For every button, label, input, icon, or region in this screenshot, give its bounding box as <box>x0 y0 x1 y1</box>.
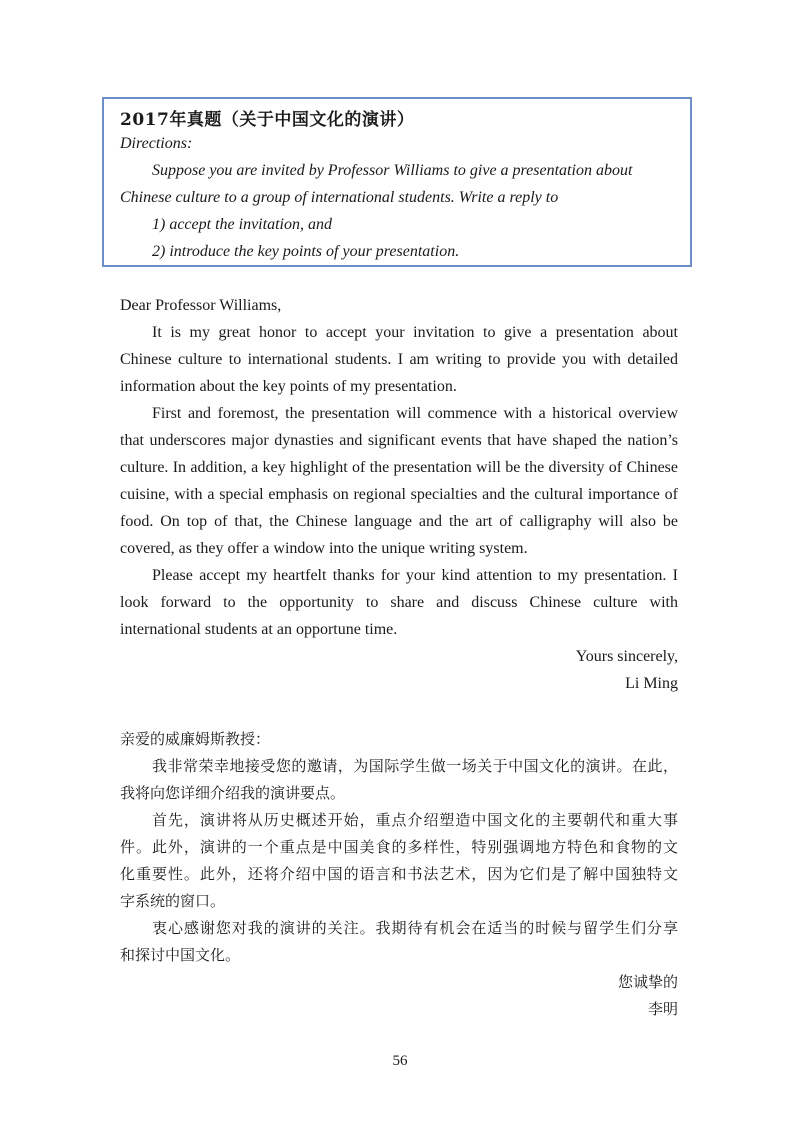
letter-line-1: It is my great honor to accept your invitation to give a presentation about <box>152 324 678 341</box>
translation-line-3: 首先，演讲将从历史概述开始，重点介绍塑造中国文化的主要朝代和重大事 <box>152 811 678 829</box>
task-line-4: 2) introduce the key points of your presentation. <box>152 243 460 260</box>
letter-line-2: Chinese culture to international students. I am writing to provide you with detailed <box>120 351 678 368</box>
translation-salutation: 亲爱的威廉姆斯教授： <box>120 730 271 748</box>
translation-line-7: 衷心感谢您对我的演讲的关注。我期待有机会在适当的时候与留学生们分享 <box>152 919 678 937</box>
letter-line-3: information about the key points of my presentation. <box>120 378 457 395</box>
translation-line-6: 字系统的窗口。 <box>120 892 226 910</box>
task-title: 2017年真题（关于中国文化的演讲） <box>120 110 415 130</box>
letter-salutation: Dear Professor Williams, <box>120 297 282 314</box>
task-line-3: 1) accept the invitation, and <box>152 216 332 233</box>
translation-line-8: 和探讨中国文化。 <box>120 946 241 964</box>
page-number: 56 <box>392 1053 408 1069</box>
letter-line-10: Please accept my heartfelt thanks for your kind attention to my presentation. I <box>152 567 678 584</box>
translation-line-4: 件。此外，演讲的一个重点是中国美食的多样性，特别强调地方特色和食物的文 <box>120 838 678 856</box>
task-line-1: Suppose you are invited by Professor Williams to give a presentation about <box>152 162 633 179</box>
task-line-2: Chinese culture to a group of international students. Write a reply to <box>120 189 559 206</box>
translation-line-5: 化重要性。此外，还将介绍中国的语言和书法艺术，因为它们是了解中国独特文 <box>120 865 678 883</box>
letter-line-5: that underscores major dynasties and significant events that have shaped the nation’s <box>120 432 678 449</box>
letter-line-12: international students at an opportune time. <box>120 621 398 638</box>
letter-line-8: food. On top of that, the Chinese language and the art of calligraphy will also be <box>120 513 678 530</box>
translation-signature: 李明 <box>647 1000 678 1018</box>
letter-line-6: culture. In addition, a key highlight of the presentation will be the diversity of Chinese <box>120 459 678 476</box>
task-box <box>102 97 692 267</box>
letter-closing: Yours sincerely, <box>575 648 678 665</box>
translation-line-2: 我将向您详细介绍我的演讲要点。 <box>120 784 346 802</box>
directions-label: Directions: <box>120 135 193 152</box>
letter-line-4: First and foremost, the presentation will commence with a historical overview <box>152 405 678 422</box>
letter-line-7: cuisine, with a special emphasis on regional specialties and the cultural importance of <box>120 486 678 503</box>
translation-line-1: 我非常荣幸地接受您的邀请，为国际学生做一场关于中国文化的演讲。在此， <box>152 757 678 775</box>
letter-line-9: covered, as they offer a window into the unique writing system. <box>120 540 528 557</box>
translation-closing: 您诚挚的 <box>617 973 678 991</box>
letter-line-11: look forward to the opportunity to share and discuss Chinese culture with <box>120 594 678 611</box>
letter-signature: Li Ming <box>625 675 678 692</box>
